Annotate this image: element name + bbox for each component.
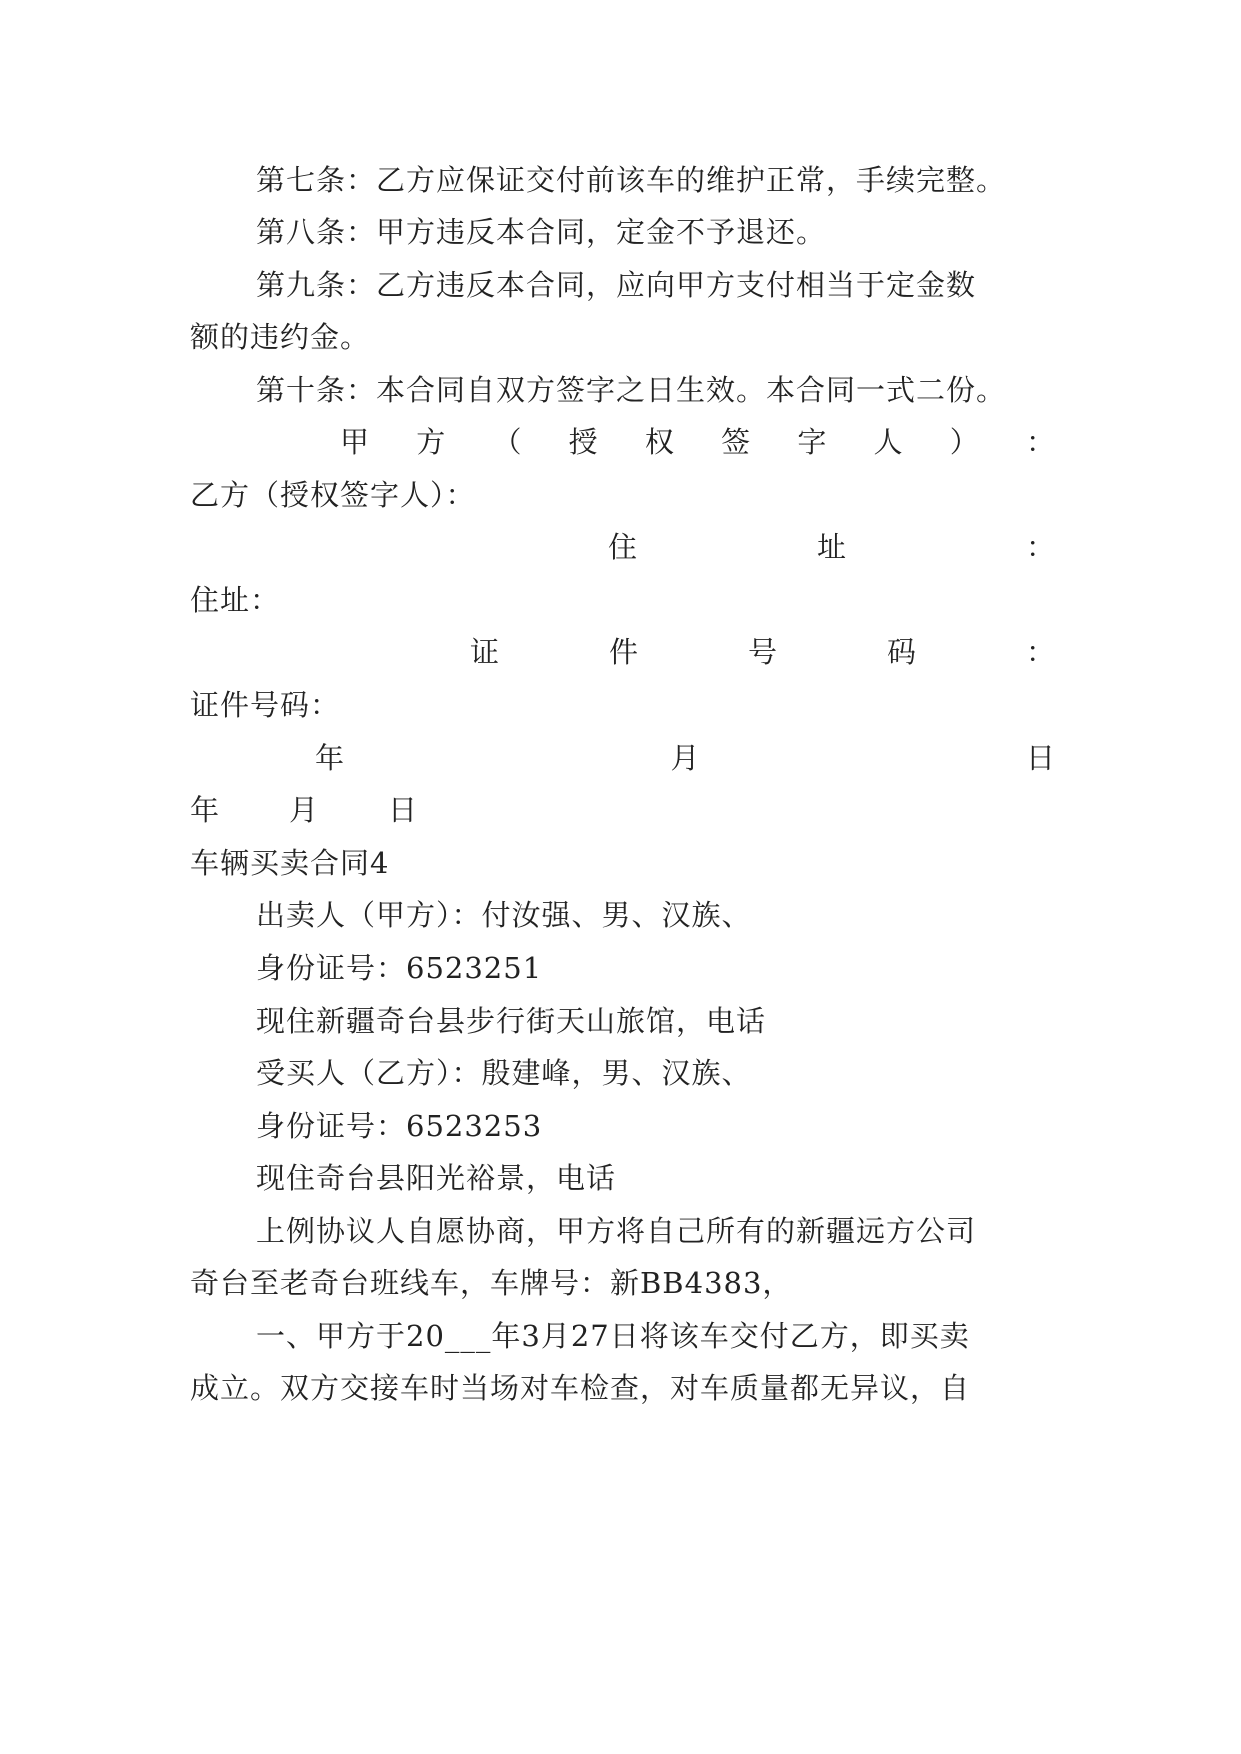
id-char: 码 [886,635,917,669]
contract-4-title: 车辆买卖合同4 [190,846,390,880]
party-a-char: 授 [568,425,599,459]
address-char: 址 [816,530,847,564]
party-a-address-line [608,525,1056,569]
date-char: 日 [388,793,419,827]
party-a-id-line [470,630,1056,674]
id-char: 证 [470,635,501,669]
buyer-address: 现住奇台县阳光裕景，电话 [256,1161,617,1195]
intro-line-2: 奇台至老奇台班线车，车牌号：新BB4383， [190,1266,793,1300]
article-10: 第十条：本合同自双方签字之日生效。本合同一式二份。 [256,373,1007,407]
party-a-char: 甲 [340,425,371,459]
party-a-char: 字 [797,425,828,459]
item-1-line-2: 成立。双方交接车时当场对车检查，对车质量都无异议，自 [190,1371,971,1405]
article-8: 第八条：甲方违反本合同，定金不予退还。 [256,215,827,249]
buyer-id: 身份证号：6523253 [256,1109,543,1143]
seller-id: 身份证号：6523251 [256,951,543,985]
id-char: ： [1025,635,1056,669]
date-char: 月 [289,793,320,827]
buyer-info: 受买人（乙方）：殷建峰，男、汉族、 [256,1056,752,1090]
party-a-char: （ [492,425,523,459]
party-b-date-line [190,788,430,832]
party-a-char: ） [949,425,980,459]
seller-address: 现住新疆奇台县步行街天山旅馆，电话 [256,1004,767,1038]
item-1-line-1: 一、甲方于20___年3月27日将该车交付乙方，即买卖 [256,1319,970,1353]
party-b-address-label: 住址： [190,583,281,617]
intro-line-1: 上例协议人自愿协商，甲方将自己所有的新疆远方公司 [256,1214,977,1248]
party-a-char: ： [1025,425,1056,459]
article-7: 第七条：乙方应保证交付前该车的维护正常，手续完整。 [256,163,1007,197]
party-a-date-line [315,736,1056,780]
article-9-line-1: 第九条：乙方违反本合同，应向甲方支付相当于定金数 [256,268,977,302]
party-a-signature-line [340,420,1056,464]
address-char: ： [1025,530,1056,564]
party-a-char: 方 [416,425,447,459]
address-char: 住 [608,530,639,564]
seller-info: 出卖人（甲方）：付汝强、男、汉族、 [256,898,752,932]
article-9-line-2: 额的违约金。 [190,320,371,354]
party-a-char: 人 [873,425,904,459]
date-char: 月 [670,741,701,775]
party-a-char: 签 [721,425,752,459]
party-b-id-label: 证件号码： [190,688,341,722]
party-a-char: 权 [644,425,675,459]
date-char: 日 [1025,741,1056,775]
date-char: 年 [315,741,346,775]
party-b-signature-label: 乙方（授权签字人）： [190,478,476,512]
id-char: 件 [608,635,639,669]
date-char: 年 [190,793,221,827]
id-char: 号 [747,635,778,669]
